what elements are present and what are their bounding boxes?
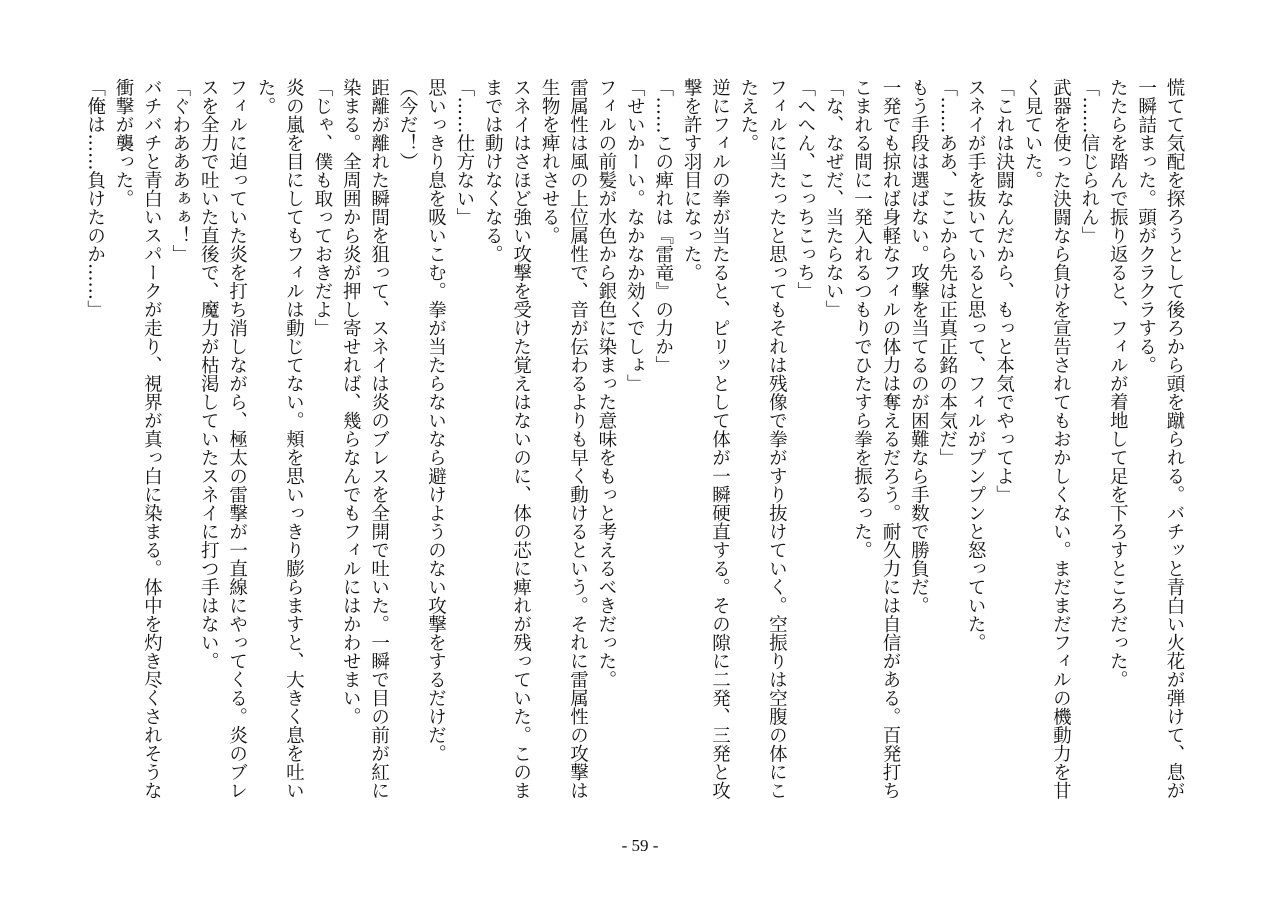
text-line: く見ていた。 [1021,78,1043,189]
text-line: もう手段は選ばない。攻撃を当てるのが困難なら手数で勝負だ。 [908,78,930,615]
text-line: 武器を使った決闘なら負けを宣告されてもおかしくない。まだまだフィルの機動力を甘 [1050,78,1072,800]
text-line: フィルの前髪が水色から銀色に染まった意味をもっと考えるべきだった。 [595,78,617,689]
text-line: （今だ！） [397,78,419,171]
text-line: こまれる間に一発入れるつもりでひたすら拳を振るった。 [851,78,873,559]
text-line: フィルに当たったと思ってもそれは残像で拳がすり抜けていく。空振りは空腹の体にこ [766,78,788,800]
text-line: 「……信じられん」 [1078,78,1100,245]
text-line: 「せいかーい。なかなか効くでしょ」 [624,78,646,393]
text-line: たたらを踏んで振り返ると、フィルが着地して足を下ろすところだった。 [1107,78,1129,689]
text-line: 思いっきり息を吸いこむ。拳が当たらないなら避けようのない攻撃をするだけだ。 [425,78,447,763]
text-line: 一瞬詰まった。頭がクラクラする。 [1135,78,1157,374]
text-line: 距離が離れた瞬間を狙って、スネイは炎のブレスを全開で吐いた。一瞬で目の前が紅に [368,78,390,800]
text-line: までは動けなくなる。 [482,78,504,263]
vertical-text-body [84,78,1188,826]
text-line: 「じゃ、僕も取っておきだよ」 [311,78,333,337]
text-line: たえた。 [737,78,759,152]
text-line: スネイが手を抜いていると思って、フィルがプンプンと怒っていた。 [965,78,987,652]
text-line: 「俺は……負けたのか……」 [84,78,106,319]
text-line: フィルに迫っていた炎を打ち消しながら、極太の雷撃が一直線にやってくる。炎のブレ [226,78,248,800]
text-line: 「へへん、こっちこっち」 [794,78,816,300]
text-line: 「これは決闘なんだから、もっと本気でやってよ」 [993,78,1015,504]
text-line: 「……仕方ない」 [453,78,475,226]
text-line: スネイはさほど強い攻撃を受けた覚えはないのに、体の芯に痺れが残っていた。このま [510,78,532,800]
text-line: 生物を痺れさせる。 [539,78,561,245]
text-line: 逆にフィルの拳が当たると、ピリッとして体が一瞬硬直する。その隙に二発、三発と攻 [709,78,731,800]
text-line: 慌てて気配を探ろうとして後ろから頭を蹴られる。バチッと青白い火花が弾けて、息が [1164,78,1185,800]
text-line: 染まる。全周囲から炎が押し寄せれば、幾らなんでもフィルにはかわせまい。 [340,78,362,726]
text-line: 撃を許す羽目になった。 [681,78,703,282]
text-line: 「……この痺れは『雷竜』の力か」 [652,78,674,374]
text-line: 一発でも掠れば身軽なフィルの体力は奪えるだろう。耐久力には自信がある。百発打ち [879,78,901,800]
page-number: - 59 - [621,836,659,855]
text-line: スを全力で吐いた直後で、魔力が枯渇していたスネイに打つ手はない。 [198,78,220,670]
text-line: 雷属性は風の上位属性で、音が伝わるよりも早く動けるという。それに雷属性の攻撃は [567,78,589,800]
text-line: た。 [255,78,276,115]
text-line: 炎の嵐を目にしてもフィルは動じてない。頬を思いっきり膨らますと、大きく息を吐い [283,78,305,800]
text-line: 「……ああ、ここから先は正真正銘の本気だ」 [936,78,958,467]
text-line: バチバチと青白いスパークが走り、視界が真っ白に染まる。体中を灼き尽くされそうな [141,78,163,800]
text-line: 「な、なぜだ、当たらない」 [823,78,845,319]
text-line: 「ぐわあああぁぁ！」 [169,78,191,263]
text-line: 衝撃が襲った。 [112,78,134,208]
